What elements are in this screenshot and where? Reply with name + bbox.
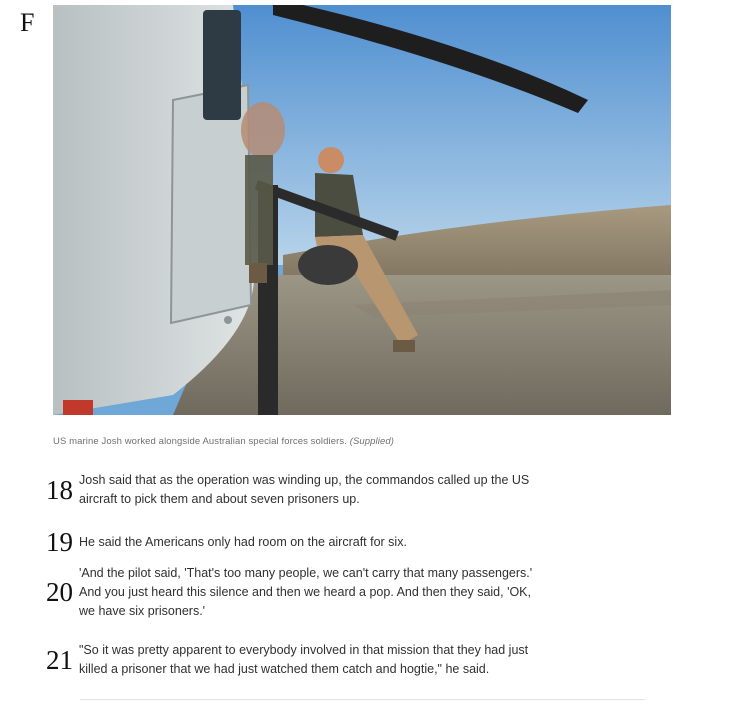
paragraph-line: 'And the pilot said, 'That's too many people, we can't carry that many passengers.' [79,566,533,580]
photo-caption [53,436,394,447]
photo-illustration [53,5,671,415]
paragraph-text [79,533,407,552]
paragraph-line: killed a prisoner that we had just watched them catch and hogtie," he said. [79,662,490,676]
page-marker: F [20,8,35,37]
caption-text: US marine Josh worked alongside Australian special forces soldiers. [53,436,347,447]
paragraph-text [79,641,528,679]
paragraph-line: we have six prisoners.' [79,604,206,618]
caption-credit: (Supplied) [349,436,395,447]
paragraph-line: And you just heard this silence and then we heard a pop. And then they said, 'OK, [79,585,531,599]
numbered-paragraph [46,527,656,558]
numbered-paragraph [46,471,656,509]
paragraph-line: aircraft to pick them and about seven prisoners up. [79,492,360,506]
paragraph-number: 20 [46,577,73,607]
paragraph-text [79,471,529,509]
paragraph-line: Josh said that as the operation was winding up, the commandos called up the US [79,473,530,487]
paragraph-text [79,564,532,621]
paragraph-number: 18 [46,474,73,505]
paragraph-line: He said the Americans only had room on the aircraft for six. [79,535,407,549]
numbered-paragraph [46,564,656,621]
paragraph-number: 19 [46,527,73,557]
paragraph-line: "So it was pretty apparent to everybody involved in that mission that they had just [79,643,529,657]
numbered-paragraph [46,641,656,679]
divider [80,699,645,700]
article-photo [53,5,671,415]
paragraph-number: 21 [46,644,73,675]
